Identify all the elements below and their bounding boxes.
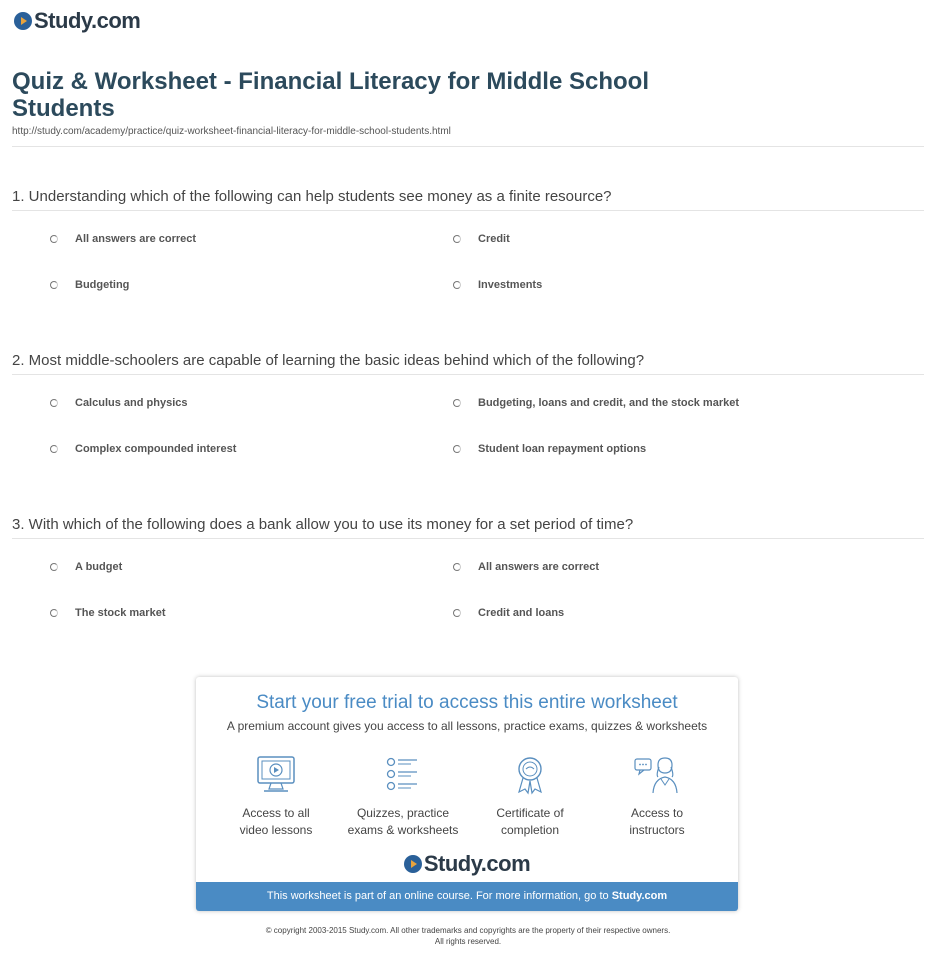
promo-title[interactable]: Start your free trial to access this entire worksheet [256,692,678,713]
promo-logo[interactable] [196,851,738,877]
question-3: 3. With which of the following does a bank allow you to use its money for a set period of time? [12,516,634,533]
answer-option[interactable]: Calculus and physics [50,397,187,409]
study-logo[interactable] [14,8,140,34]
radio-button[interactable] [453,445,461,453]
free-trial-promo[interactable] [196,677,738,911]
page-url: http://study.com/academy/practice/quiz-worksheet-financial-literacy-for-middle-school-students.html [12,126,451,137]
page-title: Quiz & Worksheet - Financial Literacy for Middle School Students [12,68,649,122]
answer-option[interactable]: The stock market [50,607,165,619]
answer-option[interactable]: Credit [453,233,510,245]
radio-button[interactable] [453,399,461,407]
radio-button[interactable] [453,563,461,571]
question-1: 1. Understanding which of the following can help students see money as a finite resource? [12,188,612,205]
feature-certificate: Certificate of completion [470,755,590,839]
feature-instructors: Access to instructors [597,755,717,839]
promo-logo-text: Study.com [423,851,531,876]
copyright-notice: © copyright 2003-2015 Study.com. All other trademarks and copyrights are the property of their respective owners. All rights reserved. [265,926,671,946]
radio-button[interactable] [453,609,461,617]
certificate-icon [508,755,552,795]
answer-option[interactable]: Investments [453,279,542,291]
divider [12,210,924,211]
radio-button[interactable] [50,235,58,243]
divider [12,146,924,147]
question-2: 2. Most middle-schoolers are capable of learning the basic ideas behind which of the following? [12,352,645,369]
radio-button[interactable] [50,563,58,571]
video-icon [254,755,298,795]
answer-option[interactable]: Complex compounded interest [50,443,236,455]
play-logo-icon [404,855,422,873]
logo-text: Study.com [34,8,141,33]
answer-option[interactable]: Student loan repayment options [453,443,646,455]
study-link[interactable]: Study.com [611,890,668,902]
feature-quizzes: Quizzes, practice exams & worksheets [343,755,463,839]
answer-option[interactable]: Budgeting [50,279,129,291]
radio-button[interactable] [453,235,461,243]
instructor-icon [632,755,682,795]
answer-option[interactable]: Budgeting, loans and credit, and the stock market [453,397,739,409]
answer-option[interactable]: All answers are correct [50,233,196,245]
promo-footer: This worksheet is part of an online course. For more information, go to Study.com [196,882,738,911]
divider [12,374,924,375]
promo-subtitle: A premium account gives you access to all lessons, practice exams, quizzes & worksheets [226,719,708,733]
radio-button[interactable] [50,609,58,617]
answer-option[interactable]: Credit and loans [453,607,564,619]
answer-option[interactable]: A budget [50,561,122,573]
radio-button[interactable] [50,445,58,453]
play-logo-icon [14,12,32,30]
answer-option[interactable]: All answers are correct [453,561,599,573]
radio-button[interactable] [50,399,58,407]
feature-video-lessons: Access to all video lessons [216,755,336,839]
checklist-icon [381,755,425,795]
radio-button[interactable] [50,281,58,289]
divider [12,538,924,539]
radio-button[interactable] [453,281,461,289]
